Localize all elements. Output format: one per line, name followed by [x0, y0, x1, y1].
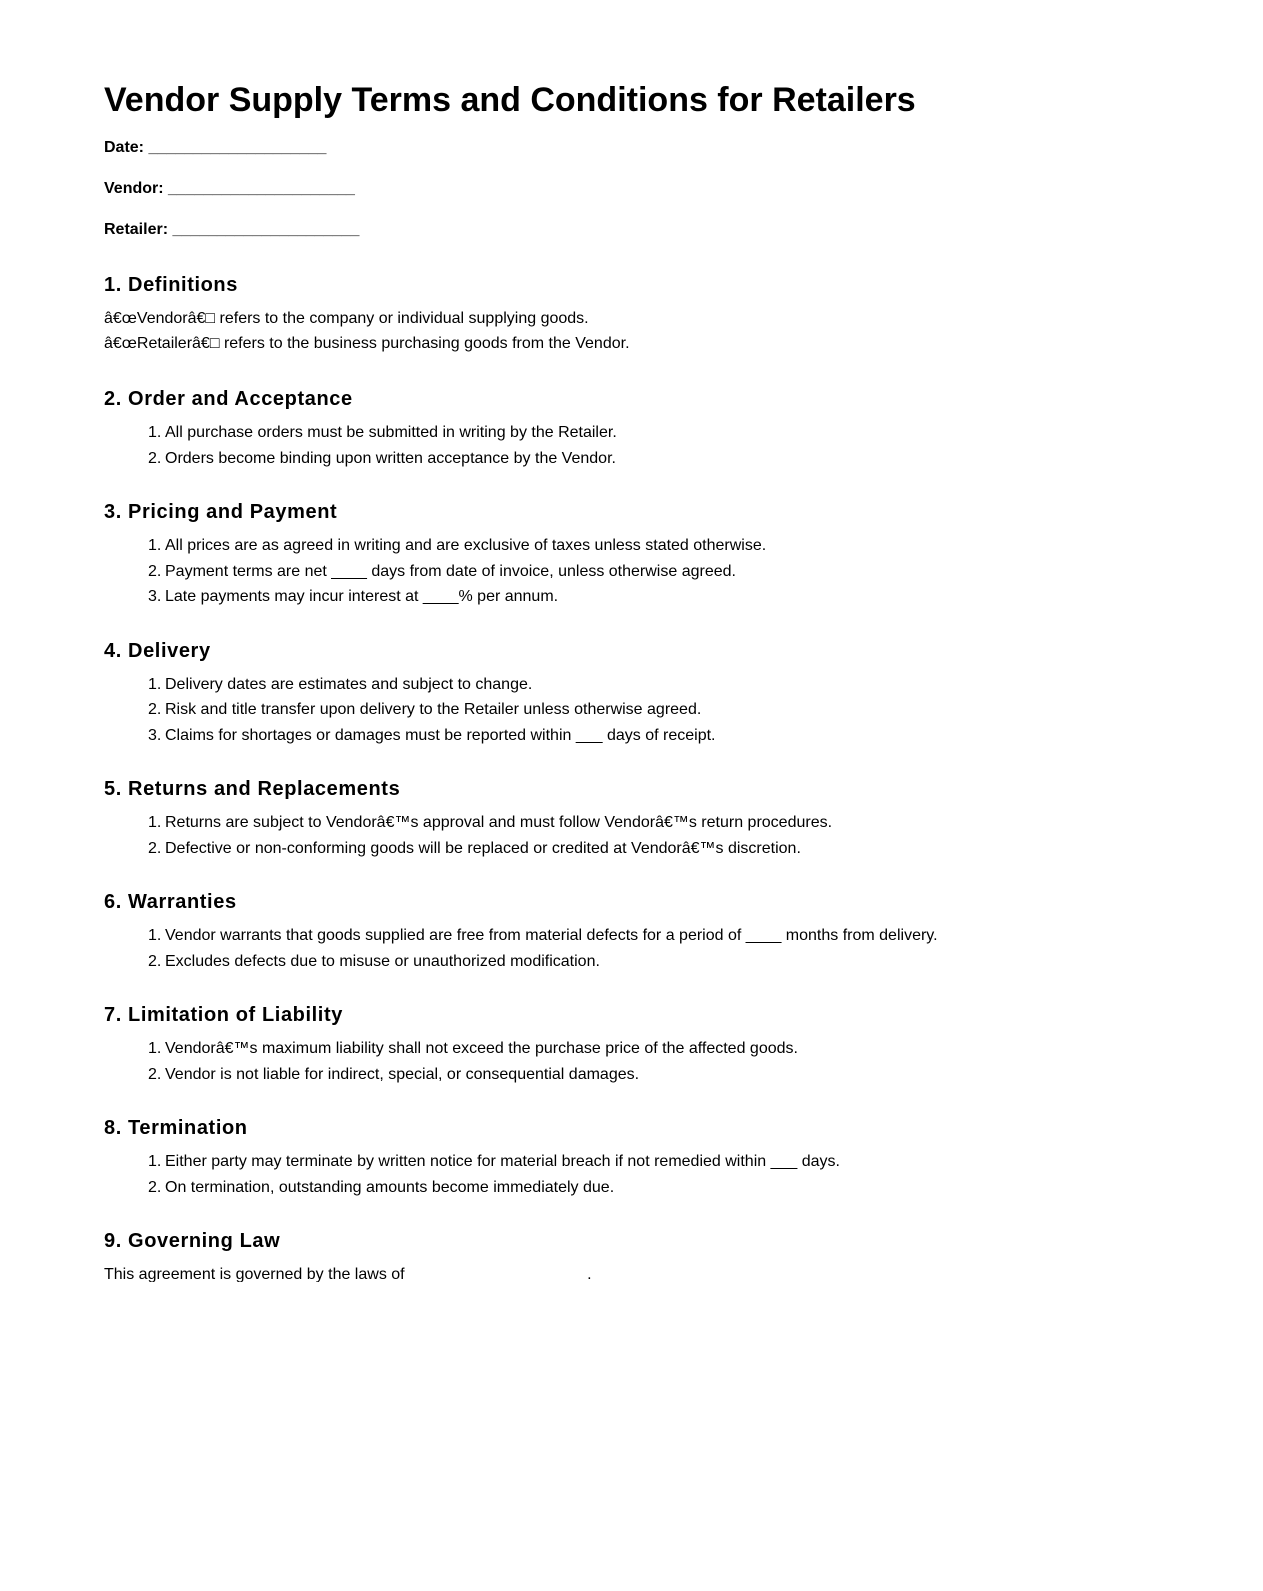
item-text: Vendor is not liable for indirect, special, or consequential damages.: [165, 1065, 640, 1083]
item-text: Excludes defects due to misuse or unauthorized modification.: [165, 952, 600, 970]
section-heading-delivery: 4. Delivery: [104, 639, 211, 662]
document-title: Vendor Supply Terms and Conditions for Retailers: [104, 81, 916, 119]
item-text: On termination, outstanding amounts become immediately due.: [165, 1178, 615, 1196]
item-text: Orders become binding upon written acceptance by the Vendor.: [165, 449, 616, 467]
list-item: [148, 420, 1204, 446]
item-text: All purchase orders must be submitted in writing by the Retailer.: [165, 424, 617, 441]
section-heading-warranties: 6. Warranties: [104, 891, 237, 913]
item-number: 2.: [148, 952, 162, 970]
item-number: 1.: [148, 814, 162, 831]
definition-retailer: â€œRetailerâ€□ refers to the business purchasing goods from the Vendor.: [104, 335, 630, 352]
list-item: [148, 672, 1204, 698]
section-heading-governing-law: 9. Governing Law: [104, 1230, 281, 1252]
item-number: 1.: [148, 1040, 162, 1057]
item-text: Defective or non-conforming goods will be replaced or credited at Vendorâ€™s discretion.: [165, 839, 801, 857]
item-text: All prices are as agreed in writing and are exclusive of taxes unless stated otherwise.: [165, 537, 767, 554]
definition-vendor: â€œVendorâ€□ refers to the company or individual supplying goods.: [104, 310, 589, 327]
list-item: [148, 559, 1204, 585]
section-heading-limitation-liability: 7. Limitation of Liability: [104, 1004, 343, 1026]
item-number: 2.: [148, 562, 162, 580]
delivery-list: [104, 672, 1204, 749]
item-text: Risk and title transfer upon delivery to the Retailer unless otherwise agreed.: [165, 701, 702, 718]
order-acceptance-list: [104, 420, 1204, 471]
item-number: 2.: [148, 839, 162, 857]
item-text: Vendorâ€™s maximum liability shall not exceed the purchase price of the affected goods.: [165, 1040, 798, 1057]
governing-law-paragraph: [104, 1262, 1204, 1282]
section-heading-order-acceptance: 2. Order and Acceptance: [104, 388, 353, 410]
list-item: [148, 446, 1204, 472]
section-heading-returns-replacements: 5. Returns and Replacements: [104, 778, 401, 800]
governing-law-text: This agreement is governed by the laws of: [104, 1266, 405, 1282]
vendor-field: [104, 179, 1204, 199]
list-item: [148, 836, 1204, 862]
item-number: 2.: [148, 701, 162, 718]
date-blank: ____________________: [148, 139, 327, 156]
item-number: 2.: [148, 1178, 162, 1196]
item-text: Vendor warrants that goods supplied are free from material defects for a period of ____ months from delivery.: [165, 927, 938, 944]
list-item: [148, 923, 1204, 949]
section-heading-pricing-payment: 3. Pricing and Payment: [104, 501, 338, 523]
list-item: [148, 723, 1204, 749]
retailer-field: [104, 220, 1204, 240]
date-label: Date:: [104, 139, 145, 156]
governing-law-period: .: [587, 1266, 592, 1282]
warranties-list: [104, 923, 1204, 974]
item-text: Returns are subject to Vendorâ€™s approval and must follow Vendorâ€™s return procedures.: [165, 814, 833, 831]
item-number: 1.: [148, 424, 162, 441]
retailer-label: Retailer:: [104, 221, 169, 238]
date-field: [104, 138, 1204, 158]
section-heading-termination: 8. Termination: [104, 1117, 248, 1139]
item-number: 1.: [148, 537, 162, 554]
list-item: [148, 1175, 1204, 1201]
limitation-liability-list: [104, 1036, 1204, 1087]
document-page: [104, 0, 1204, 1282]
definitions-paragraph: [104, 306, 1204, 356]
item-number: 1.: [148, 927, 162, 944]
item-text: Payment terms are net ____ days from date of invoice, unless otherwise agreed.: [165, 562, 736, 580]
list-item: [148, 533, 1204, 559]
list-item: [148, 584, 1204, 610]
list-item: [148, 697, 1204, 723]
vendor-label: Vendor:: [104, 180, 164, 197]
termination-list: [104, 1149, 1204, 1200]
vendor-blank: _____________________: [168, 180, 355, 197]
item-text: Either party may terminate by written notice for material breach if not remedied within ___ days.: [165, 1153, 840, 1170]
list-item: [148, 810, 1204, 836]
pricing-payment-list: [104, 533, 1204, 610]
retailer-blank: _____________________: [172, 221, 360, 238]
item-text: Delivery dates are estimates and subject to change.: [165, 675, 533, 693]
section-heading-definitions: 1. Definitions: [104, 274, 238, 296]
item-number: 1.: [148, 675, 162, 693]
list-item: [148, 1149, 1204, 1175]
list-item: [148, 1036, 1204, 1062]
returns-replacements-list: [104, 810, 1204, 861]
item-number: 3.: [148, 588, 162, 605]
item-text: Late payments may incur interest at ____% per annum.: [165, 588, 559, 605]
item-number: 3.: [148, 726, 162, 744]
item-number: 1.: [148, 1153, 162, 1170]
list-item: [148, 949, 1204, 975]
item-number: 2.: [148, 449, 162, 467]
item-number: 2.: [148, 1065, 162, 1083]
list-item: [148, 1062, 1204, 1088]
item-text: Claims for shortages or damages must be reported within ___ days of receipt.: [165, 726, 716, 744]
